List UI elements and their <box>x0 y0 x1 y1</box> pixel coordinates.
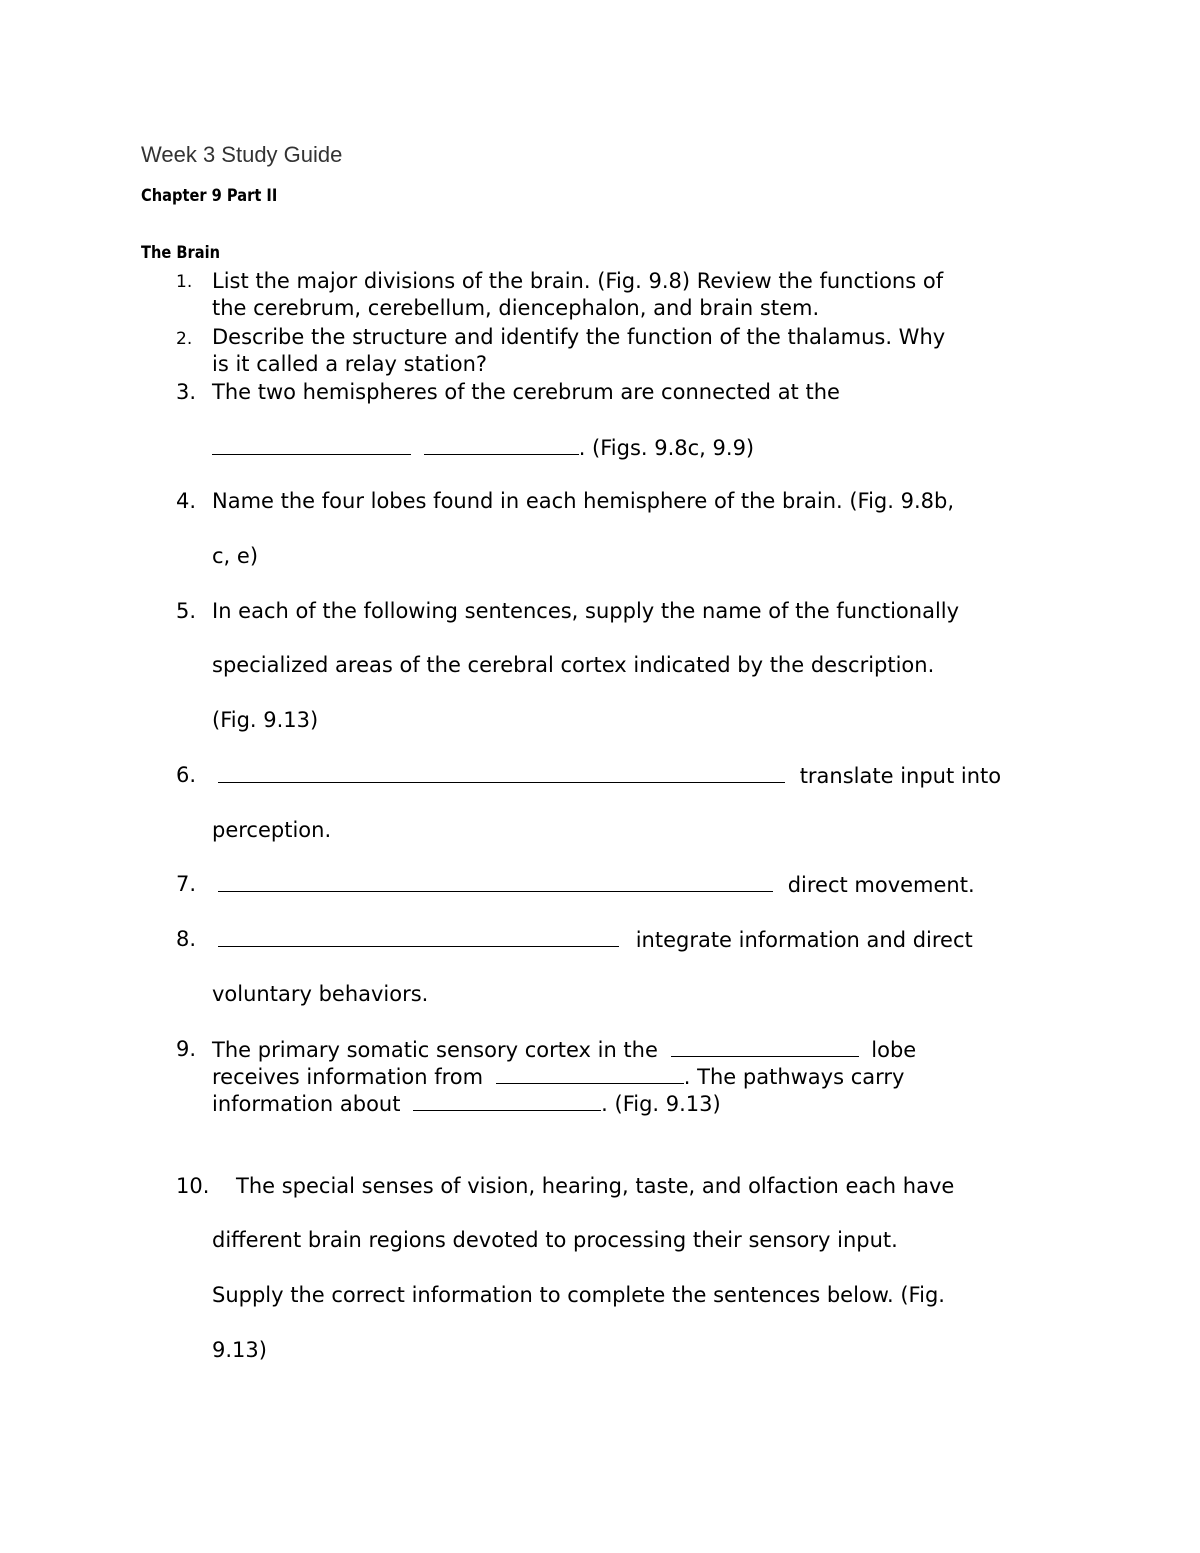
question-number: 4. <box>176 489 197 513</box>
answer-blank[interactable] <box>496 1064 684 1084</box>
question-number: 3. <box>176 380 197 404</box>
question-text-line <box>212 1091 721 1116</box>
question-text-fragment: lobe <box>871 1038 917 1062</box>
answer-blank[interactable] <box>218 872 773 892</box>
answer-blank[interactable] <box>424 435 579 455</box>
question-text-line: Supply the correct information to complete the sentences below. (Fig. <box>212 1283 945 1307</box>
question-number: 2. <box>176 329 193 349</box>
question-text-fragment: . The pathways carry <box>683 1065 905 1089</box>
question-text-line <box>212 435 754 460</box>
question-text-line: The two hemispheres of the cerebrum are connected at the <box>212 380 840 404</box>
answer-blank[interactable] <box>671 1037 859 1057</box>
question-text-line: the cerebrum, cerebellum, diencephalon, and brain stem. <box>212 296 820 320</box>
question-text-line <box>212 1064 904 1089</box>
question-text-line <box>218 872 975 897</box>
question-text-fragment: . (Fig. 9.13) <box>601 1092 721 1116</box>
question-text-line: different brain regions devoted to processing their sensory input. <box>212 1228 898 1252</box>
question-text-fragment: . (Figs. 9.8c, 9.9) <box>578 436 755 460</box>
question-text-fragment: information about <box>212 1092 401 1116</box>
question-number: 8. <box>176 927 197 951</box>
question-text-fragment: integrate information and direct <box>635 928 973 952</box>
answer-blank[interactable] <box>212 435 411 455</box>
question-text-fragment: receives information from <box>212 1065 484 1089</box>
question-text-line <box>218 763 1001 788</box>
question-number: 1. <box>176 272 193 292</box>
question-number: 6. <box>176 763 197 787</box>
question-number: 10. <box>176 1174 210 1198</box>
question-text-line <box>212 1037 916 1062</box>
question-text-line: List the major divisions of the brain. (Fig. 9.8) Review the functions of <box>212 269 944 293</box>
chapter-heading: Chapter 9 Part II <box>141 186 278 206</box>
question-number: 7. <box>176 872 197 896</box>
question-text-line: voluntary behaviors. <box>212 982 429 1006</box>
section-heading: The Brain <box>141 243 221 263</box>
question-text-fragment: direct movement. <box>787 873 975 897</box>
question-text-fragment: The primary somatic sensory cortex in the <box>212 1038 658 1062</box>
answer-blank[interactable] <box>218 763 785 783</box>
question-text-line: c, e) <box>212 544 259 568</box>
answer-blank[interactable] <box>218 927 619 947</box>
question-text-fragment: translate input into <box>799 764 1002 788</box>
question-text-line: The special senses of vision, hearing, taste, and olfaction each have <box>236 1174 955 1198</box>
question-text-line: In each of the following sentences, supply the name of the functionally <box>212 599 960 623</box>
question-text-line: is it called a relay station? <box>212 352 488 376</box>
question-text-line <box>218 927 973 952</box>
page-title: Week 3 Study Guide <box>141 142 343 167</box>
question-text-line: (Fig. 9.13) <box>212 708 319 732</box>
question-text-line: Name the four lobes found in each hemisphere of the brain. (Fig. 9.8b, <box>212 489 955 513</box>
question-text-line: perception. <box>212 818 332 842</box>
question-text-line: 9.13) <box>212 1338 267 1362</box>
answer-blank[interactable] <box>413 1091 601 1111</box>
question-text-line: specialized areas of the cerebral cortex indicated by the description. <box>212 653 935 677</box>
question-number: 9. <box>176 1037 197 1061</box>
question-number: 5. <box>176 599 197 623</box>
question-text-line: Describe the structure and identify the function of the thalamus. Why <box>212 325 946 349</box>
